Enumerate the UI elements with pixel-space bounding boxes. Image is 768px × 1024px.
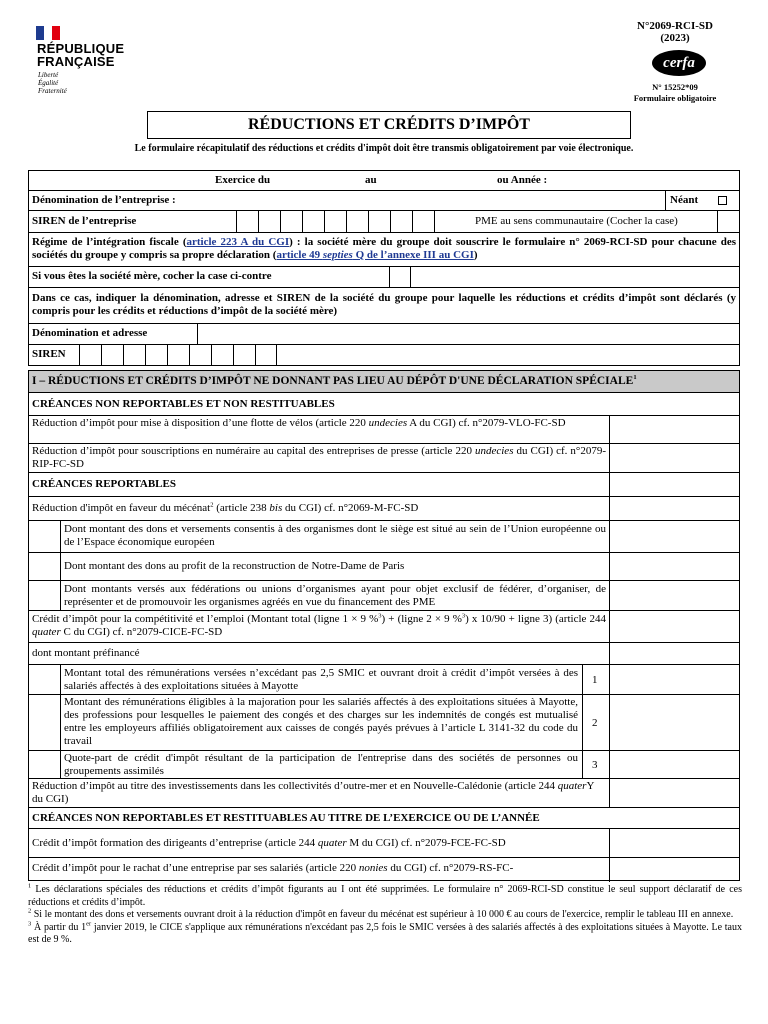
footnote-2: $^2$ Si le montant des dons et versements ouvrant droit à la réduction d'impôt en faveur du mécénat est supérieur à 10 000 € au cours de l'exercice, remplir le tableau III en annexe. bbox=[28, 907, 734, 920]
group-info-row bbox=[29, 288, 739, 324]
cerfa-number-block bbox=[620, 82, 730, 104]
footnote-1: $^1$ Les déclarations spéciales des réductions et crédits d’impôt figurants au I ont été supprimées. Le formulaire n° 2069-RCI-SD constitue le seul support déclaratif de ces réductions et crédits d’impôt. bbox=[28, 882, 742, 908]
reportables-title: CRÉANCES REPORTABLES bbox=[32, 478, 176, 490]
exercice-header bbox=[29, 808, 739, 829]
page-title: RÉDUCTIONS ET CRÉDITS D’IMPÔT bbox=[147, 111, 631, 139]
line-number-2: 2 bbox=[592, 717, 598, 729]
republique-line2: FRANÇAISE bbox=[37, 54, 115, 69]
dont-pme-row[interactable] bbox=[29, 581, 739, 611]
group-info-text: Dans ce cas, indiquer la dénomination, adresse et SIREN de la société du groupe pour laquelle les réductions et crédits d’impôt sont déclarés (y compris pour les crédits et réductions d’impôt de la société mère) bbox=[32, 292, 736, 317]
au-label: au bbox=[365, 174, 377, 186]
quotepart-label: Quote-part de crédit d'impôt résultant de la participation de l'entreprise dans des sociétés de personnes ou groupements assimilés bbox=[64, 752, 578, 777]
group-siren-digit-box[interactable] bbox=[255, 345, 277, 365]
reportables-header bbox=[29, 473, 739, 497]
outremer-row[interactable] bbox=[29, 779, 739, 808]
page-subtitle: Le formulaire récapitulatif des réductions et crédits d'impôt doit être transmis obligatoirement par voie électronique. bbox=[134, 143, 634, 154]
exercice-du-label: Exercice du bbox=[215, 174, 271, 186]
section-one-table bbox=[28, 370, 740, 881]
article-223a-link[interactable]: article 223 A du CGI bbox=[186, 236, 290, 248]
siren-digit-box[interactable] bbox=[258, 211, 280, 232]
line-number-1: 1 bbox=[592, 674, 598, 686]
dont-ue-row[interactable] bbox=[29, 521, 739, 553]
group-siren-digit-box[interactable] bbox=[167, 345, 189, 365]
group-denomination-row[interactable] bbox=[29, 324, 739, 345]
form-number: N°2069-RCI-SD bbox=[637, 20, 713, 32]
quotepart-row[interactable] bbox=[29, 751, 739, 779]
presse-label: Réduction d’impôt pour souscriptions en numéraire au capital des entreprises de presse (article 220 undecies du CGI) cf. n°2079-RIP-FC-SD bbox=[32, 445, 606, 470]
group-denomination-label: Dénomination et adresse bbox=[32, 327, 148, 339]
cice-row[interactable] bbox=[29, 611, 739, 643]
siren-digit-box[interactable] bbox=[390, 211, 412, 232]
exercice-title: CRÉANCES NON REPORTABLES ET RESTITUABLES AU TITRE DE L’EXERCICE OU DE L’ANNÉE bbox=[32, 812, 540, 824]
mother-company-row bbox=[29, 267, 739, 288]
prefinance-row[interactable] bbox=[29, 643, 739, 665]
neant-label: Néant bbox=[670, 194, 699, 206]
non-reportables-header bbox=[29, 393, 739, 416]
outremer-label: Réduction d’impôt au titre des investissements dans les collectivités d’outre-mer et en Nouvelle-Calédonie (article 244 quaterY du CGI) bbox=[32, 780, 594, 805]
denomination-row[interactable] bbox=[29, 191, 739, 211]
siren-digit-box[interactable] bbox=[280, 211, 302, 232]
group-siren-digit-box[interactable] bbox=[145, 345, 167, 365]
group-siren-digit-box[interactable] bbox=[211, 345, 233, 365]
pme-checkbox[interactable] bbox=[717, 211, 739, 232]
group-siren-digit-box[interactable] bbox=[79, 345, 101, 365]
mandatory-label: Formulaire obligatoire bbox=[633, 93, 717, 103]
group-siren-label: SIREN bbox=[32, 348, 66, 360]
section-one-header bbox=[29, 371, 739, 393]
cerfa-logo-icon: cerfa bbox=[652, 50, 706, 76]
regime-text: Régime de l’intégration fiscale (article 223 A du CGI) : la société mère du groupe doit souscrire le formulaire n° 2069-RCI-SD pour chacune des sociétés du groupe y compris sa propre déclaration (article 49 septies Q de l’annexe III au CGI) bbox=[32, 236, 737, 261]
mother-company-checkbox[interactable] bbox=[389, 267, 411, 287]
mayotte-line1-label: Montant total des rémunérations versées n’excédant pas 2,5 SMIC et ouvrant droit à crédit d’impôt versées à des salariés affectés à des exploitations situées à Mayotte bbox=[64, 667, 578, 692]
mecenat-row[interactable] bbox=[29, 497, 739, 521]
dont-ue-label: Dont montant des dons et versements consentis à des organismes dont le siège est situé au sein de l’Union européenne ou de l’Espace économique européen bbox=[64, 523, 606, 548]
motto-liberte: Liberté bbox=[38, 71, 59, 79]
cerfa-number: N° 15252*09 bbox=[652, 82, 698, 92]
rachat-label: Crédit d’impôt pour le rachat d’une entreprise par ses salariés (article 220 nonies du CGI) cf. n°2079-RS-FC- bbox=[32, 862, 514, 874]
denomination-label: Dénomination de l’entreprise : bbox=[32, 194, 176, 206]
mayotte-line1-row[interactable] bbox=[29, 665, 739, 695]
mother-company-label: Si vous êtes la société mère, cocher la case ci-contre bbox=[32, 270, 272, 282]
group-siren-digit-box[interactable] bbox=[123, 345, 145, 365]
dont-pme-label: Dont montants versés aux fédérations ou unions d’organismes ayant pour objet exclusif de fédérer, d’organiser, de représenter et de promouvoir les organismes agréés en vue du financement des PME bbox=[64, 583, 606, 608]
siren-label: SIREN de l’entreprise bbox=[32, 215, 137, 227]
form-number-block bbox=[620, 20, 730, 44]
siren-digit-box[interactable] bbox=[236, 211, 258, 232]
footnotes bbox=[28, 884, 742, 947]
dont-notre-dame-row[interactable] bbox=[29, 553, 739, 581]
article-49-link[interactable]: article 49 septies Q de l’annexe III au CGI bbox=[276, 249, 474, 261]
mayotte-line2-label: Montant des rémunérations éligibles à la majoration pour les salariés affectés à des exploitations situées à Mayotte, des professions pour lesquelles le paiement des congés et des charges sur les indemnités de congés est mutualisé entre les employeurs affiliés obligatoirement aux caisses de congés payés prévues à l’article L 3141-32 du code du travail bbox=[64, 696, 578, 747]
cice-label: Crédit d’impôt pour la compétitivité et l’emploi (Montant total (ligne 1 × 9 %$^3$) + (ligne 2 × 9 %$^3$) x 10/90 + ligne 3) (article 244 quater C du CGI) cf. n°2079-CICE-FC-SD bbox=[32, 612, 606, 638]
neant-checkbox[interactable] bbox=[718, 196, 727, 205]
regime-row bbox=[29, 233, 739, 267]
marianne-logo-icon bbox=[36, 26, 60, 40]
group-siren-digit-box[interactable] bbox=[101, 345, 123, 365]
motto-egalite: Égalité bbox=[38, 79, 59, 87]
form-year: (2023) bbox=[660, 32, 690, 44]
group-denomination-input[interactable] bbox=[197, 324, 739, 344]
siren-digit-box[interactable] bbox=[434, 211, 456, 232]
dont-notre-dame-label: Dont montant des dons au profit de la reconstruction de Notre-Dame de Paris bbox=[64, 560, 405, 572]
footnote-3: $^3$ À partir du 1er janvier 2019, le CICE s'applique aux rémunérations n'excédant pas 2,5 fois le SMIC versées à des salariés affectés à des exploitations situées à Mayotte. Le taux est de 9 %. bbox=[28, 920, 742, 945]
neant-cell bbox=[665, 191, 739, 210]
group-siren-digit-box[interactable] bbox=[233, 345, 255, 365]
republique-line1: RÉPUBLIQUE bbox=[37, 41, 125, 56]
rachat-row[interactable] bbox=[29, 858, 739, 880]
exercice-row bbox=[29, 171, 739, 191]
siren-digit-box[interactable] bbox=[324, 211, 346, 232]
section-one-title: I – RÉDUCTIONS ET CRÉDITS D’IMPÔT NE DONNANT PAS LIEU AU DÉPÔT D'UNE DÉCLARATION SPÉCIALE$^1$ bbox=[32, 374, 637, 387]
line-number-3: 3 bbox=[592, 759, 598, 771]
fce-row[interactable] bbox=[29, 829, 739, 858]
identification-table bbox=[28, 170, 740, 366]
siren-row bbox=[29, 211, 739, 233]
siren-digit-box[interactable] bbox=[368, 211, 390, 232]
fce-label: Crédit d’impôt formation des dirigeants d’entreprise (article 244 quater M du CGI) cf. n°2079-FCE-FC-SD bbox=[32, 837, 506, 849]
siren-digit-box[interactable] bbox=[412, 211, 434, 232]
siren-digit-box[interactable] bbox=[302, 211, 324, 232]
group-siren-row bbox=[29, 345, 739, 365]
siren-digit-box[interactable] bbox=[346, 211, 368, 232]
non-reportables-title: CRÉANCES NON REPORTABLES ET NON RESTITUABLES bbox=[32, 398, 335, 410]
mecenat-label: Réduction d'impôt en faveur du mécénat$^2$ (article 238 bis du CGI) cf. n°2069-M-FC-SD bbox=[32, 501, 419, 514]
velo-label: Réduction d’impôt pour mise à disposition d’une flotte de vélos (article 220 undecies A du CGI) cf. n°2079-VLO-FC-SD bbox=[32, 417, 566, 429]
ou-annee-label: ou Année : bbox=[497, 174, 548, 186]
presse-row[interactable] bbox=[29, 444, 739, 473]
prefinance-label: dont montant préfinancé bbox=[32, 647, 140, 659]
mayotte-line2-row[interactable] bbox=[29, 695, 739, 751]
pme-label: PME au sens communautaire (Cocher la case) bbox=[475, 215, 678, 227]
group-siren-digit-box[interactable] bbox=[189, 345, 211, 365]
motto-fraternite: Fraternité bbox=[38, 87, 67, 95]
velo-row[interactable] bbox=[29, 416, 739, 444]
